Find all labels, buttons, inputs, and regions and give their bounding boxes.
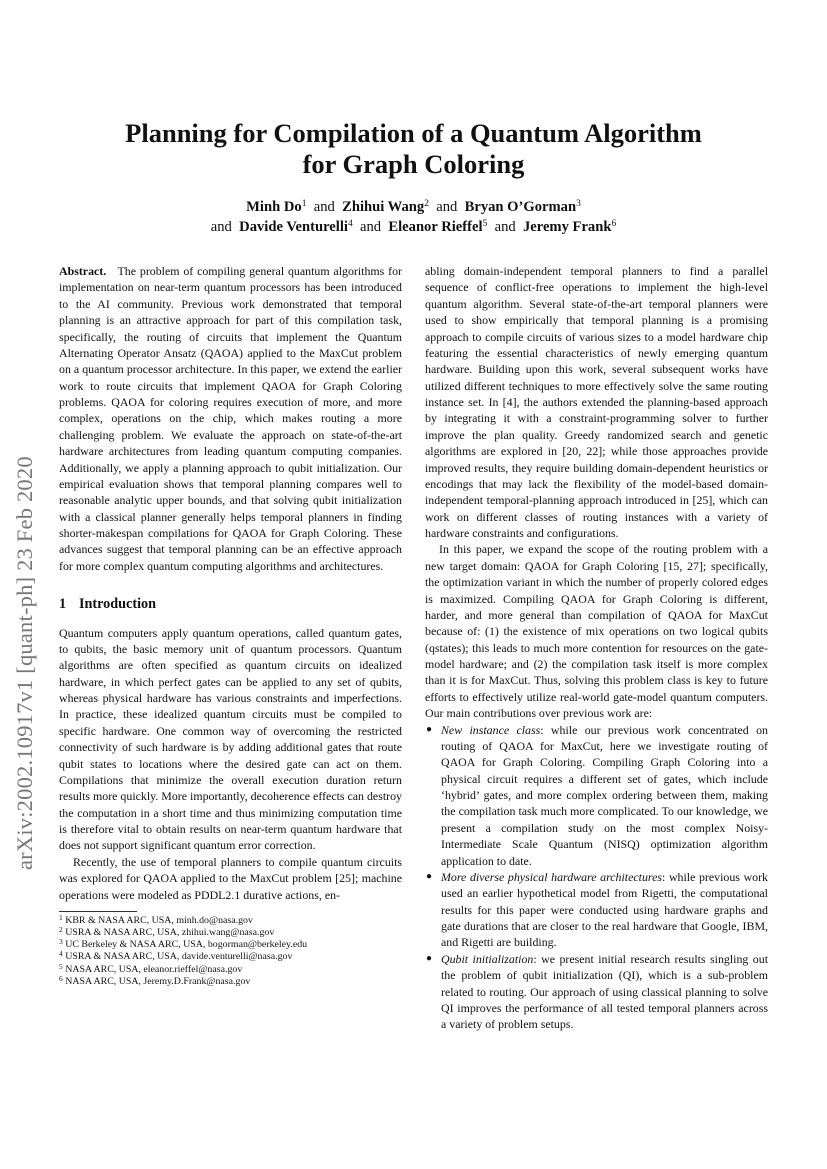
- right-column: [425, 263, 768, 1033]
- footnote: [59, 973, 402, 988]
- author-name: Bryan O’Gorman: [464, 199, 577, 215]
- list-item-text: : we present initial research results singling out the problem of qubit initialization (QI), which is a sub-problem related to routing. Our approach of using classical planning to solve QI improves the performance of all tested temporal planners across a variety of problem setups.: [441, 951, 769, 1032]
- footnote-text: USRA & NASA ARC, USA, zhihui.wang@nasa.gov: [65, 927, 275, 939]
- footnote: [59, 912, 402, 927]
- affiliation-mark: 6: [611, 219, 617, 229]
- author-name: Minh Do: [246, 199, 302, 215]
- footnote-mark: 5: [59, 961, 63, 971]
- author-name: Davide Venturelli: [239, 219, 348, 235]
- paper-title: [60, 118, 767, 180]
- footnote-text: KBR & NASA ARC, USA, minh.do@nasa.gov: [65, 914, 253, 926]
- list-item-text: : while our previous work concentrated on routing of QAOA for MaxCut, here we investigate routing of QAOA for Graph Coloring. Compiling Graph Coloring into a physical circuit requires a different set of gates, which include ‘hybrid’ gates, and more complex ordering between them, making the compilation task much more complicated. To our knowledge, we present a compilation study on the most complex Noisy-Intermediate Scale Quantum (NISQ) optimization algorithm application to date.: [441, 722, 768, 868]
- list-item-lead: More diverse physical hardware architectures: [441, 869, 663, 884]
- footnote: [59, 951, 402, 963]
- author-name: Jeremy Frank: [522, 219, 612, 235]
- footnote-mark: 2: [59, 925, 63, 935]
- footnote: [59, 927, 402, 939]
- author-conjunction: and: [210, 219, 232, 235]
- list-item: [425, 869, 768, 951]
- bullet-icon: ●: [426, 870, 433, 882]
- author-line-1: [60, 197, 767, 217]
- list-item-lead: New instance class: [441, 722, 541, 737]
- affiliation-mark: 2: [424, 199, 429, 209]
- footnote-text: USRA & NASA ARC, USA, davide.venturelli@nasa.gov: [65, 951, 293, 963]
- author-list: [60, 197, 767, 237]
- author-conjunction: and: [360, 219, 382, 235]
- abstract: [59, 263, 402, 574]
- body-paragraph-2: In this paper, we expand the scope of the routing problem with a new target domain: QAOA for Graph Coloring [15, 27]; specifically, the optimization variant in which the number of properly colored edges is maximized. Compiling QAOA for Graph Coloring is different, harder, and more general than compilation of QAOA for MaxCut because of: (1) the existence of mix operations on two logical qubits (qstates); this leads to much more contention for resources on the gate-model hardware; and (2) the compilation task itself is more complex than it is for MaxCut. Thus, solving this problem class is key to future efforts to effectively utilize real-world gate-model quantum computers. Our main contributions over previous work are:: [425, 542, 768, 721]
- author-line-2: [60, 217, 767, 237]
- list-item-lead: Qubit initialization: [441, 951, 534, 966]
- author-name: Zhihui Wang: [342, 199, 425, 215]
- title-line-1: Planning for Compilation of a Quantum Algorithm: [125, 118, 702, 148]
- section-heading-introduction: [59, 596, 402, 612]
- footnote-rule: [59, 911, 137, 912]
- abstract-text: The problem of compiling general quantum algorithms for implementation on near-term quantum processors has been introduced to the AI community. Previous work demonstrated that temporal planning is an attractive approach for part of this compilation task, specifically, the routing of circuits that implement the Quantum Alternating Operator Ansatz (QAOA) applied to the MaxCut problem on a quantum processor architecture. In this paper, we extend the earlier work to route circuits that implement QAOA for Graph Coloring problems. QAOA for coloring requires execution of more, and more complex, operations on the chip, which makes routing a more challenging problem. We evaluate the approach on state-of-the-art hardware architectures from leading quantum computing companies. Additionally, we apply a planning approach to qubit initialization. Our empirical evaluation shows that temporal planning compares well to reasonable analytic upper bounds, and that solving qubit initialization with a classical planner generally helps temporal planners in finding shorter-makespan compilations for QAOA for Graph Coloring. These advances suggest that temporal planning can be an effective approach for more complex quantum computing algorithms and architectures.: [59, 264, 402, 573]
- section-title: Introduction: [79, 596, 156, 613]
- footnotes: [59, 912, 402, 988]
- author-name: Eleanor Rieffel: [388, 219, 483, 235]
- footnote-text: UC Berkeley & NASA ARC, USA, bogorman@berkeley.edu: [65, 939, 308, 951]
- footnote-mark: 4: [59, 949, 63, 959]
- section-number: 1: [59, 596, 67, 613]
- bullet-icon: ●: [426, 723, 433, 735]
- affiliation-mark: 5: [482, 219, 488, 229]
- contributions-list: [425, 722, 768, 1033]
- affiliation-mark: 4: [347, 219, 353, 229]
- list-item-text: : while previous work used an earlier hypothetical model from Rigetti, the computational results for this paper were conducted using hardware graphs and gate durations that are closer to the real hardware that Google, IBM, and Rigetti are building.: [441, 869, 769, 950]
- affiliation-mark: 3: [576, 199, 581, 209]
- intro-paragraph-1: Quantum computers apply quantum operations, called quantum gates, to qubits, the basic memory unit of quantum processors. Quantum algorithms are often specified as quantum circuits on idealized hardware, in which perfect gates can be applied to any set of qubits, whereas physical hardware has various constraints and imperfections. In practice, these idealized quantum circuits must be compiled to specific hardware. One common way of overcoming the restricted connectivity of such hardware is by adding additional gates that route qubit states to locations where the desired gate can act on them. Compilations that minimize the overall execution duration return results more quickly. More importantly, decoherence effects can destroy the computation in a short time and thus minimizing computation time is therefore vital to obtain results on near-term quantum hardware that does not support significant quantum error correction.: [59, 625, 402, 853]
- footnote-mark: 6: [59, 973, 63, 983]
- abstract-label: Abstract.: [59, 264, 107, 278]
- author-conjunction: and: [494, 219, 516, 235]
- author-conjunction: and: [313, 199, 335, 215]
- footnote-mark: 1: [59, 912, 63, 922]
- left-column: [59, 263, 402, 988]
- footnote: [59, 961, 402, 976]
- affiliation-mark: 1: [301, 199, 307, 209]
- title-line-2: for Graph Coloring: [302, 149, 525, 179]
- bullet-icon: ●: [426, 952, 433, 964]
- body-paragraph-1: abling domain-independent temporal planners to find a parallel sequence of conflict-free operations to implement the high-level quantum algorithm. Several state-of-the-art temporal planners were used to show empirically that temporal planning is a promising approach to compile circuits of various sizes to a model hardware chip featuring the essential characteristics of newly emerging quantum hardware. Building upon this work, several subsequent works have utilized different techniques to more effectively solve the same routing instance set. In [4], the authors extended the planning-based approach by integrating it with a constraint-programming solver to further improve the plan quality. Greedy randomized search and genetic algorithms are explored in [20, 22]; while those approaches provide improved results, they require building domain-dependent heuristics or encodings that may lack the flexibility of the model-based domain-independent temporal-planning approach introduced in [25], which can work on different classes of routing instances with a variety of hardware constraints and configurations.: [425, 264, 768, 540]
- list-item: [425, 722, 768, 869]
- footnote-text: NASA ARC, USA, Jeremy.D.Frank@nasa.gov: [65, 975, 251, 987]
- author-conjunction: and: [436, 199, 458, 215]
- footnote-text: NASA ARC, USA, eleanor.rieffel@nasa.gov: [65, 963, 243, 975]
- intro-paragraph-2: Recently, the use of temporal planners to compile quantum circuits was explored for QAOA applied to the MaxCut problem [25]; machine operations were modeled as PDDL2.1 durative actions, en-: [59, 854, 402, 902]
- footnote: [59, 939, 402, 951]
- footnote-mark: 3: [59, 937, 63, 947]
- arxiv-stamp: arXiv:2002.10917v1 [quant-ph] 23 Feb 2020: [12, 456, 37, 870]
- list-item: [425, 951, 768, 1033]
